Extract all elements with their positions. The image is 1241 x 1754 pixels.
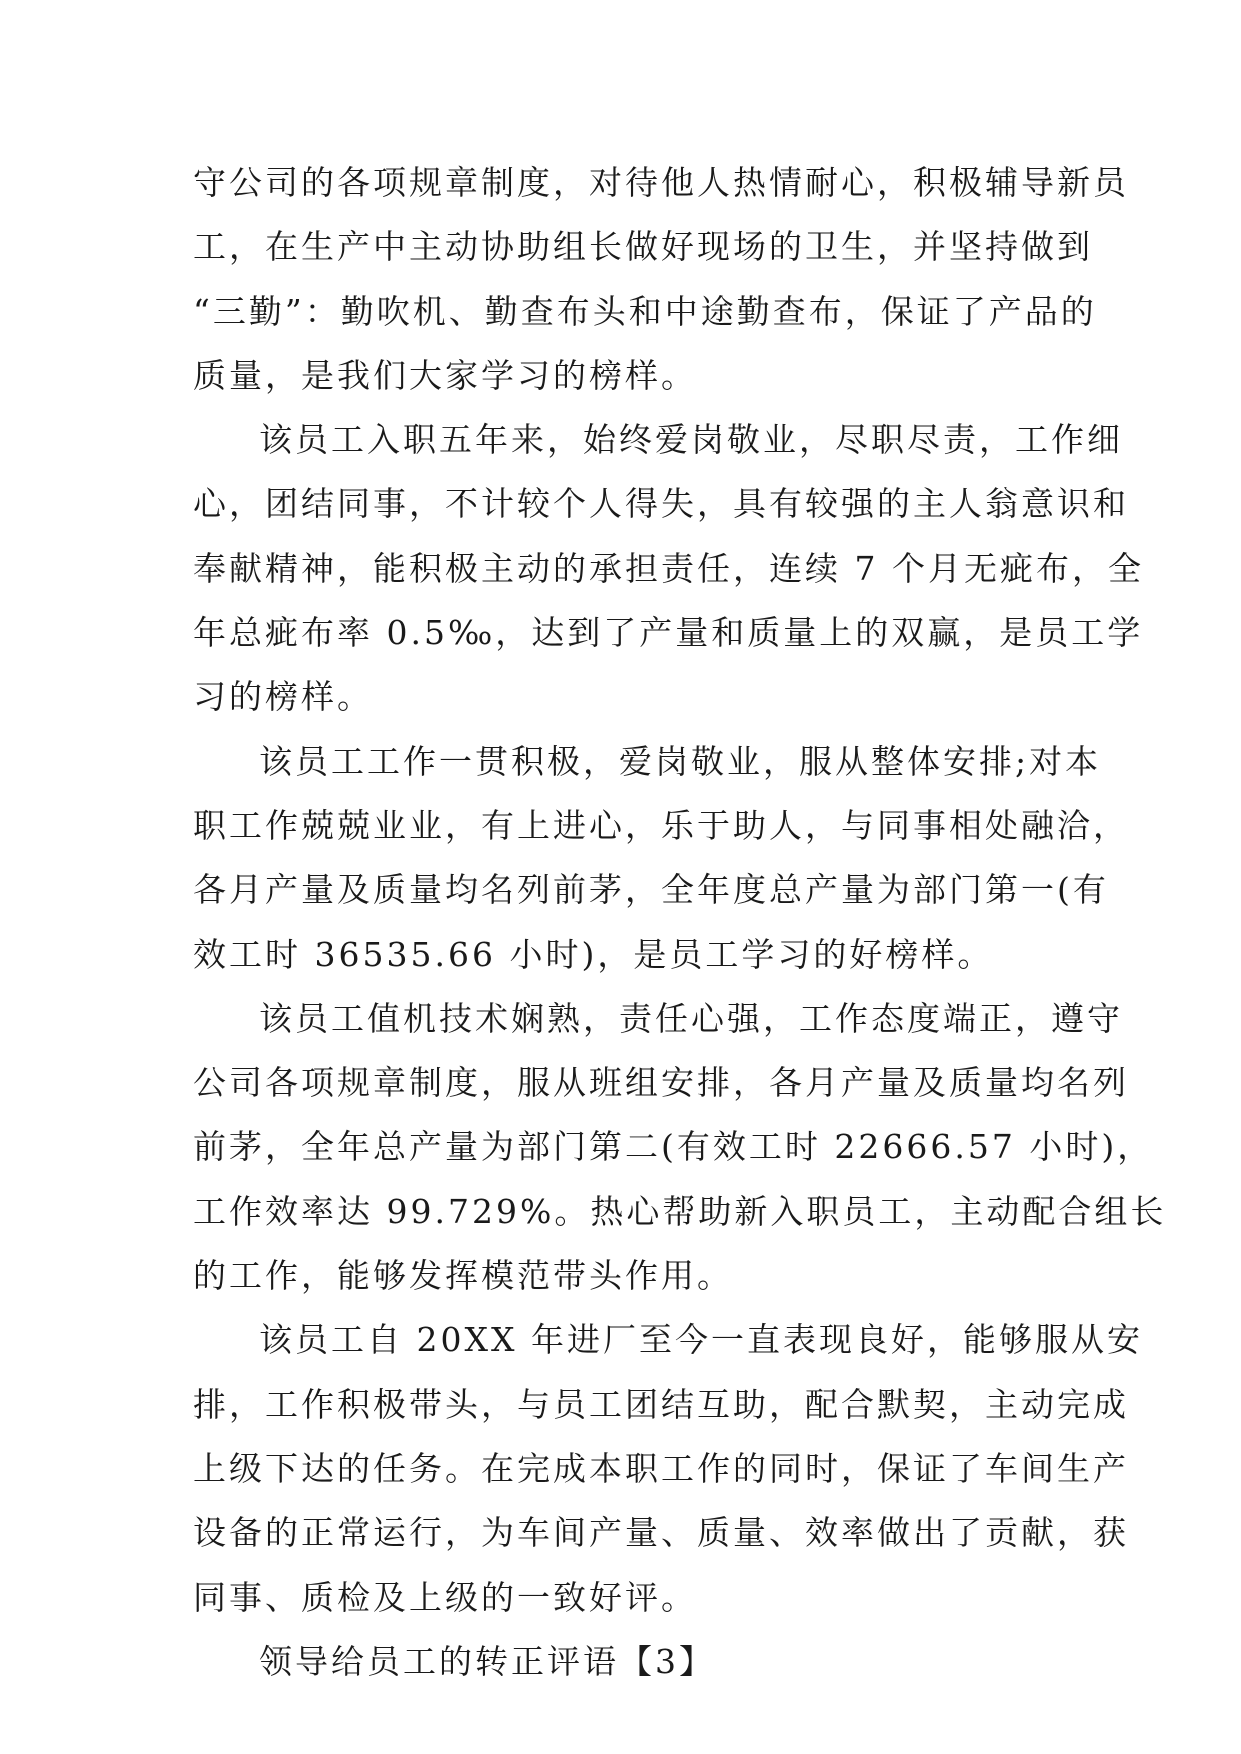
- text-line: 该员工自 20XX 年进厂至今一直表现良好，能够服从安: [259, 1320, 1143, 1360]
- text-line: “三勤”：勤吹机、勤查布头和中途勤查布，保证了产品的: [193, 291, 1097, 331]
- text-line: 工作效率达 99.729%。热心帮助新入职员工，主动配合组长: [193, 1191, 1167, 1231]
- text-line: 同事、质检及上级的一致好评。: [193, 1577, 697, 1617]
- paragraph: [193, 408, 1144, 729]
- paragraph: [193, 1308, 1143, 1629]
- paragraph: [193, 151, 1129, 408]
- text-line: 前茅，全年总产量为部门第二(有效工时 22666.57 小时)，: [193, 1127, 1154, 1167]
- text-line: 效工时 36535.66 小时)，是员工学习的好榜样。: [193, 934, 994, 974]
- text-line: 排，工作积极带头，与员工团结互助，配合默契，主动完成: [193, 1384, 1129, 1424]
- paragraph: [193, 987, 1167, 1308]
- text-line: 该员工工作一贯积极，爱岗敬业，服从整体安排;对本: [259, 741, 1102, 781]
- text-line: 设备的正常运行，为车间产量、质量、效率做出了贡献，获: [193, 1513, 1129, 1553]
- text-line: 各月产量及质量均名列前茅，全年度总产量为部门第一(有: [193, 870, 1109, 910]
- text-line: 工，在生产中主动协助组长做好现场的卫生，并坚持做到: [193, 227, 1093, 267]
- text-line: 职工作兢兢业业，有上进心，乐于助人，与同事相处融洽，: [193, 805, 1129, 845]
- text-line: 习的榜样。: [193, 677, 373, 717]
- text-line: 心，团结同事，不计较个人得失，具有较强的主人翁意识和: [193, 484, 1129, 524]
- text-line: 守公司的各项规章制度，对待他人热情耐心，积极辅导新员: [193, 163, 1129, 202]
- text-line: 公司各项规章制度，服从班组安排，各月产量及质量均名列: [193, 1063, 1129, 1103]
- text-line: 该员工值机技术娴熟，责任心强，工作态度端正，遵守: [259, 998, 1123, 1038]
- section-heading: [193, 1630, 1053, 1694]
- paragraph: [193, 730, 1129, 987]
- text-line: 质量，是我们大家学习的榜样。: [193, 355, 697, 395]
- text-line: 该员工入职五年来，始终爱岗敬业，尽职尽责，工作细: [259, 420, 1123, 460]
- text-line: 领导给员工的转正评语【3】: [259, 1641, 715, 1681]
- text-line: 上级下达的任务。在完成本职工作的同时，保证了车间生产: [193, 1448, 1129, 1488]
- text-line: 奉献精神，能积极主动的承担责任，连续 7 个月无疵布，全: [193, 548, 1144, 588]
- document-body: [193, 151, 1167, 1694]
- text-line: 年总疵布率 0.5‰，达到了产量和质量上的双赢，是员工学: [193, 613, 1144, 653]
- text-line: 的工作，能够发挥模范带头作用。: [193, 1256, 733, 1296]
